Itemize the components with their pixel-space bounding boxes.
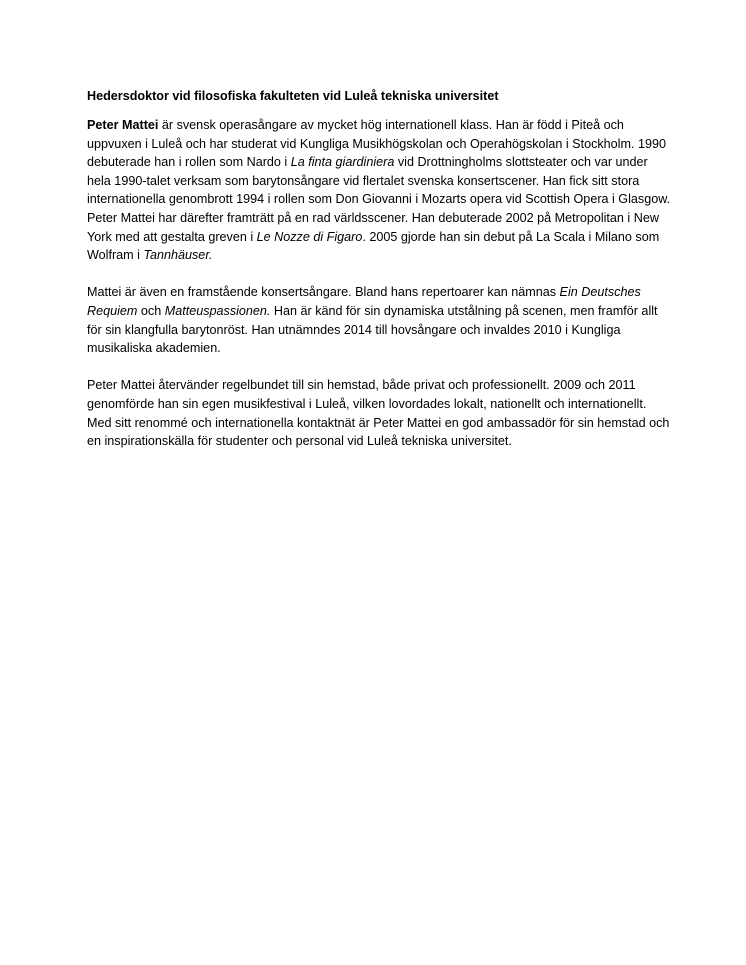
paragraph-biography xyxy=(87,116,672,265)
work-title: Matteuspassionen. xyxy=(164,303,271,318)
work-title: Ein Deutsches Requiem xyxy=(87,285,641,318)
paragraph-text: och xyxy=(137,303,165,318)
opera-title: Le Nozze di Figaro xyxy=(256,229,363,244)
paragraph-text: Han är känd för sin dynamiska utstålning på scenen, men framför allt för sin klangfulla barytonröst. Han utnämndes 2014 till hovsångare och invaldes 2010 i Kungliga musikaliska akademien. xyxy=(87,303,658,356)
paragraph-concerts xyxy=(87,283,672,357)
opera-title: Tannhäuser. xyxy=(143,248,213,263)
paragraph-text: är svensk operasångare av mycket hög internationell klass. Han är född i Piteå och uppvuxen i Luleå och har studerat vid Kungliga Musikhögskolan och Operahögskolan i Stockholm. 1990 debuterade han i rollen som Nardo i xyxy=(87,118,666,170)
paragraph-hometown xyxy=(87,376,672,450)
document-page xyxy=(87,88,672,469)
paragraph-text: . 2005 gjorde han sin debut på La Scala i Milano som Wolfram i xyxy=(87,229,660,263)
document-heading: Hedersdoktor vid filosofiska fakulteten vid Luleå tekniska universitet xyxy=(87,89,499,103)
paragraph-text: Mattei är även en framstående konsertsångare. Bland hans repertoarer kan nämnas xyxy=(87,285,560,300)
paragraph-text: vid Drottningholms slottsteater och var under hela 1990-talet verksam som barytonsångare vid flertalet svenska konsertscener. Han fick sitt stora internationella genombrott 1994 i rollen som Don Giovanni i Mozarts opera vid Scottish Opera i Glasgow. Peter Mattei har därefter framträtt på en rad världsscener. Han debuterade 2002 på Metropolitan i New York med att gestalta greven i xyxy=(87,155,671,244)
opera-title: La finta giardiniera xyxy=(290,155,395,170)
paragraph-text: Peter Mattei återvänder regelbundet till sin hemstad, både privat och professionellt. 2009 och 2011 genomförde han sin egen musikfestival i Luleå, vilken lovordades lokalt, nationellt och internationellt. Med sitt renommé och internationella kontaktnät är Peter Mattei en god ambassadör för sin hemstad och en inspirationskälla för studenter och personal vid Luleå tekniska universitet. xyxy=(87,378,670,449)
person-name: Peter Mattei xyxy=(87,118,159,132)
